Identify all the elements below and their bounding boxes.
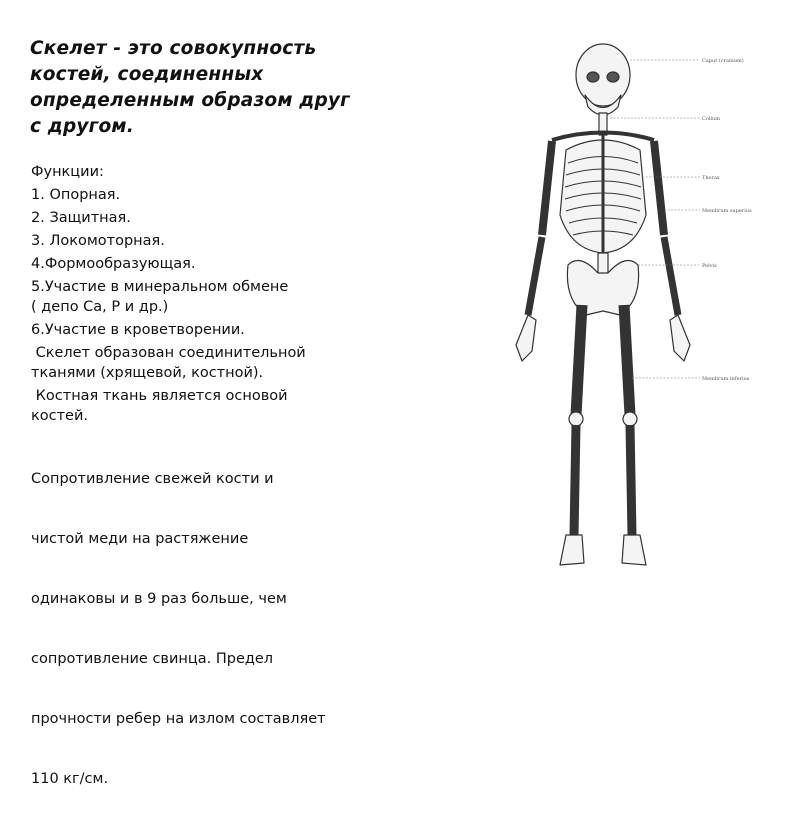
paragraph-line: прочности ребер на излом составляет: [31, 711, 326, 727]
title-line: костей, соединенных: [30, 64, 264, 85]
label-pelvis: Pelvis: [702, 263, 717, 269]
left-forearm: [528, 237, 542, 315]
right-forearm: [664, 237, 678, 315]
function-item: ( депо Ca, P и др.): [31, 299, 169, 315]
right-humerus: [654, 141, 664, 235]
function-item: 6.Участие в кроветворении.: [31, 322, 245, 338]
label-membrum-superius: Membrum superius: [702, 208, 752, 214]
right-hand: [670, 315, 690, 361]
paragraph-line: тканями (хрящевой, костной).: [31, 365, 264, 381]
paragraph-line: 110 кг/см.: [31, 771, 109, 787]
slide-title: [30, 36, 430, 140]
paragraph-line: костей.: [31, 408, 89, 424]
function-item: 5.Участие в минеральном обмене: [31, 279, 289, 295]
paragraph-line: Костная ткань является основой: [31, 388, 288, 404]
paragraph: [31, 343, 411, 383]
function-item: 1. Опорная.: [31, 187, 121, 203]
title-line: Скелет - это совокупность: [30, 38, 317, 59]
paragraph-line: чистой меди на растяжение: [31, 531, 249, 547]
label-membrum-inferius: Membrum inferius: [702, 376, 750, 382]
title-line: определенным образом друг: [30, 90, 351, 111]
slide-body: [31, 162, 411, 829]
skeleton-svg: [470, 15, 770, 590]
paragraph-line: Скелет образован соединительной: [31, 345, 306, 361]
function-item: 4.Формообразующая.: [31, 256, 196, 272]
label-caput: Caput (cranium): [702, 58, 744, 64]
function-item: 2. Защитная.: [31, 210, 131, 226]
left-tibia: [574, 425, 576, 535]
right-tibia: [630, 425, 632, 535]
functions-heading: Функции:: [31, 164, 104, 180]
right-femur: [624, 305, 630, 415]
paragraph: [31, 386, 411, 426]
left-foot: [560, 535, 584, 565]
left-hand: [516, 315, 536, 361]
label-thorax: Thorax: [702, 175, 720, 181]
paragraph-line: Сопротивление свежей кости и: [31, 471, 274, 487]
left-humerus: [542, 141, 552, 235]
function-item: 3. Локомоторная.: [31, 233, 165, 249]
label-collum: Collum: [702, 116, 720, 122]
right-foot: [622, 535, 646, 565]
left-femur: [576, 305, 582, 415]
skeleton-illustration: [470, 15, 770, 590]
skull: [576, 44, 630, 106]
paragraph-line: сопротивление свинца. Предел: [31, 651, 274, 667]
title-line: с другом.: [30, 116, 134, 137]
paragraph-line: одинаковы и в 9 раз больше, чем: [31, 591, 287, 607]
paragraph: [31, 429, 411, 829]
